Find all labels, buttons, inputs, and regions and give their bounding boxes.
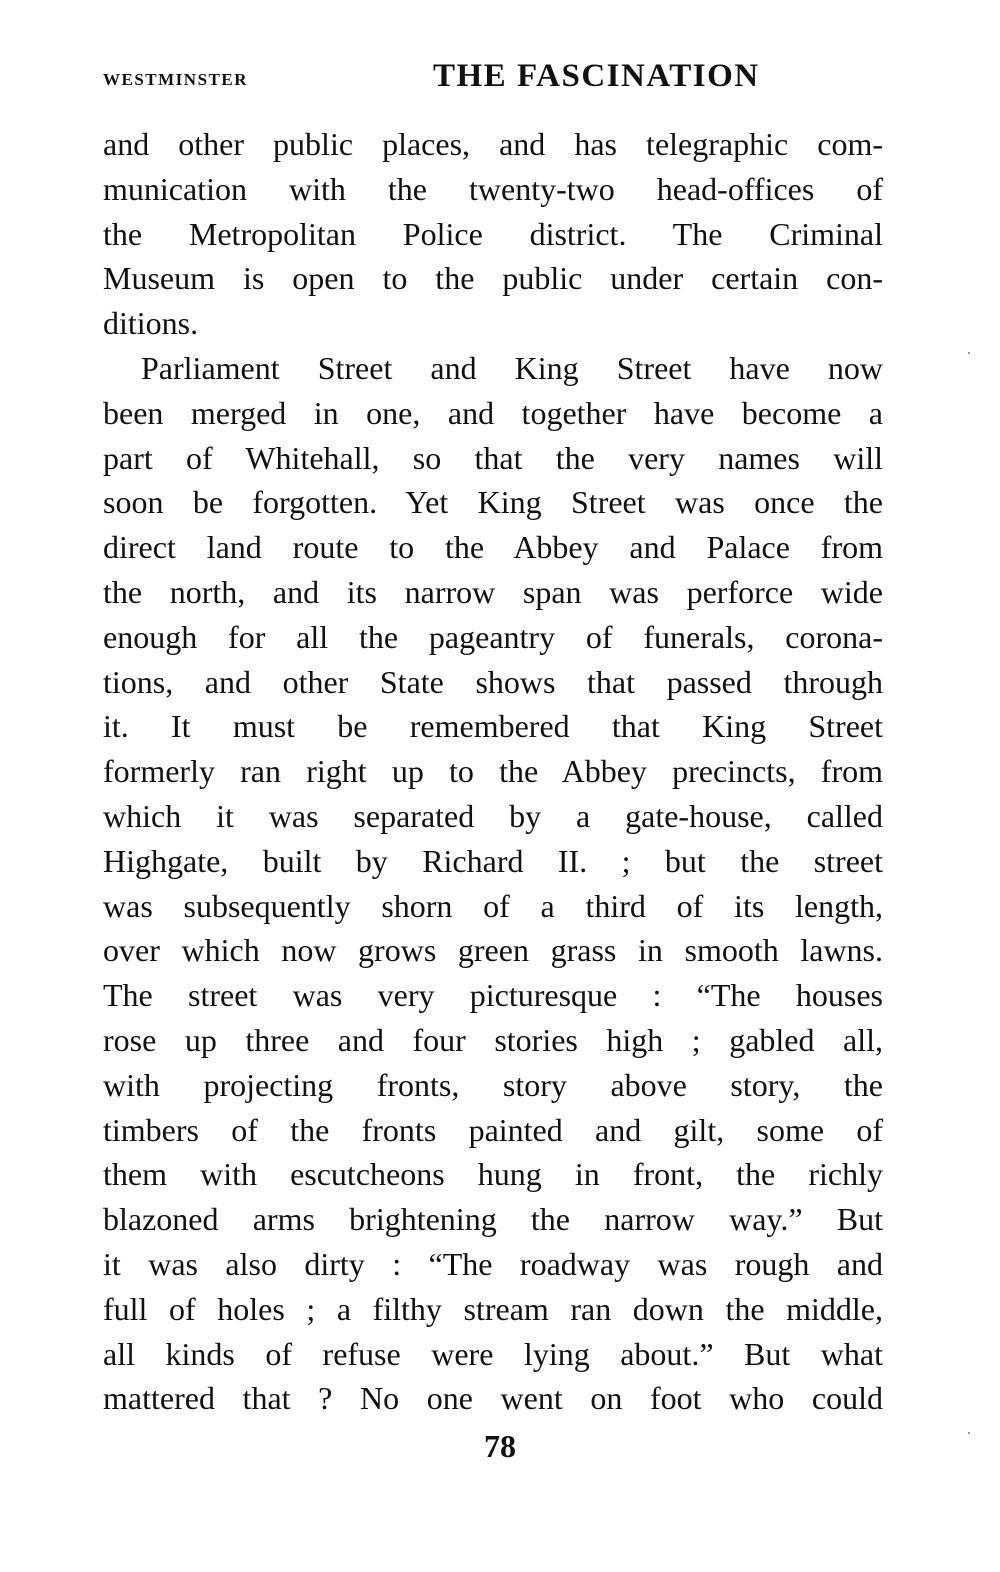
text-line: and other public places, and has telegraphic com- [103, 126, 883, 162]
margin-speck [968, 352, 970, 354]
text-line: direct land route to the Abbey and Palace from [103, 529, 883, 566]
text-line: rose up three and four stories high ; gabled all, [103, 1021, 883, 1058]
text-line: enough for all the pageantry of funerals, corona- [103, 618, 883, 655]
text-line: full of holes ; a filthy stream ran down the middle, [103, 1290, 883, 1327]
text-line: formerly ran right up to the Abbey precincts, from [103, 753, 883, 790]
text-line: munication with the twenty-two head-offices of [103, 170, 883, 207]
body-text [103, 122, 883, 1421]
text-line: which it was separated by a gate-house, called [103, 797, 883, 834]
margin-speck [968, 1432, 970, 1434]
text-line: tions, and other State shows that passed through [103, 663, 883, 700]
text-line: Highgate, built by Richard II. ; but the street [103, 842, 883, 879]
text-line: it. It must be remembered that King Street [103, 708, 883, 745]
running-header [103, 58, 883, 102]
text-line: with projecting fronts, story above story, the [103, 1066, 883, 1103]
running-title: THE FASCINATION [433, 58, 760, 94]
text-line: ditions. [103, 305, 199, 342]
text-line: the Metropolitan Police district. The Criminal [103, 215, 883, 252]
text-line: Museum is open to the public under certain con- [103, 260, 883, 297]
text-line: them with escutcheons hung in front, the richly [103, 1156, 883, 1193]
page-number: 78 [484, 1428, 516, 1464]
text-line: been merged in one, and together have become a [103, 394, 883, 431]
text-line: Parliament Street and King Street have now [141, 349, 883, 386]
text-line: part of Whitehall, so that the very names will [103, 439, 883, 476]
text-line: The street was very picturesque : “The houses [103, 977, 883, 1014]
text-line: soon be forgotten. Yet King Street was once the [103, 484, 883, 521]
text-line: over which now grows green grass in smooth lawns. [103, 932, 883, 969]
text-line: mattered that ? No one went on foot who could [103, 1380, 883, 1417]
text-line: blazoned arms brightening the narrow way.” But [103, 1201, 883, 1238]
text-line: all kinds of refuse were lying about.” But what [103, 1335, 883, 1372]
text-line: was subsequently shorn of a third of its length, [103, 887, 883, 924]
running-section-label: WESTMINSTER [103, 70, 248, 89]
text-line: timbers of the fronts painted and gilt, some of [103, 1111, 883, 1148]
text-line: it was also dirty : “The roadway was rough and [103, 1245, 883, 1282]
text-line: the north, and its narrow span was perforce wide [103, 573, 883, 610]
